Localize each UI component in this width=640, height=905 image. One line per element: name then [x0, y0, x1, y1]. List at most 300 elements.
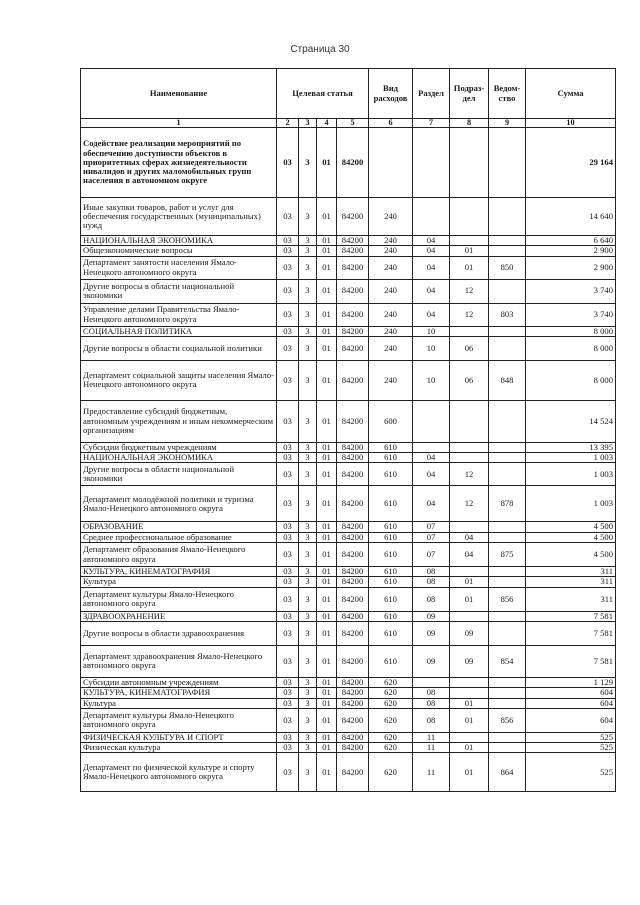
vid-code: 610	[369, 532, 413, 542]
target-code-1: 03	[277, 543, 299, 567]
vid-code: 240	[369, 256, 413, 279]
target-code-1: 03	[277, 567, 299, 577]
row-name: Другие вопросы в области здравоохранения	[81, 621, 277, 645]
sum-value: 311	[526, 567, 616, 577]
sum-value: 604	[526, 698, 616, 708]
row-name: Физическая культура	[81, 743, 277, 753]
vedomstvo-code: 848	[489, 360, 526, 400]
razdel-code: 08	[413, 708, 450, 732]
sum-value: 14 524	[526, 400, 616, 442]
target-code-4: 84200	[337, 732, 369, 742]
vedomstvo-code: 864	[489, 753, 526, 792]
razdel-code: 09	[413, 645, 450, 677]
target-code-1: 03	[277, 336, 299, 360]
podrazdel-code: 01	[450, 246, 489, 256]
target-code-1: 03	[277, 753, 299, 792]
header-podrazdel: Подраз-дел	[450, 69, 489, 119]
vedomstvo-code	[489, 453, 526, 463]
target-code-4: 84200	[337, 198, 369, 236]
razdel-code	[413, 128, 450, 198]
table-row	[81, 577, 616, 587]
vedomstvo-code: 856	[489, 587, 526, 611]
row-name: КУЛЬТУРА, КИНЕМАТОГРАФИЯ	[81, 567, 277, 577]
target-code-4: 84200	[337, 611, 369, 621]
podrazdel-code	[450, 688, 489, 698]
target-code-3: 01	[317, 128, 337, 198]
razdel-code: 04	[413, 256, 450, 279]
vedomstvo-code	[489, 532, 526, 542]
sum-value: 7 581	[526, 621, 616, 645]
podrazdel-code	[450, 567, 489, 577]
vid-code: 620	[369, 753, 413, 792]
target-code-4: 84200	[337, 532, 369, 542]
target-code-3: 01	[317, 198, 337, 236]
vedomstvo-code	[489, 567, 526, 577]
table-row	[81, 442, 616, 452]
target-code-4: 84200	[337, 256, 369, 279]
razdel-code: 08	[413, 688, 450, 698]
target-code-3: 01	[317, 688, 337, 698]
target-code-3: 01	[317, 303, 337, 326]
row-name: Департамент образования Ямало-Ненецкого автономного округа	[81, 543, 277, 567]
podrazdel-code: 09	[450, 645, 489, 677]
razdel-code	[413, 677, 450, 687]
header-vid: Вид расходов	[369, 69, 413, 119]
vid-code: 620	[369, 708, 413, 732]
target-code-3: 01	[317, 400, 337, 442]
target-code-4: 84200	[337, 326, 369, 336]
table-row	[81, 128, 616, 198]
vid-code: 610	[369, 522, 413, 532]
vid-code: 240	[369, 198, 413, 236]
table-row	[81, 236, 616, 246]
target-code-1: 03	[277, 611, 299, 621]
vid-code: 620	[369, 677, 413, 687]
sum-value: 14 640	[526, 198, 616, 236]
sum-value: 6 640	[526, 236, 616, 246]
sum-value: 604	[526, 708, 616, 732]
target-code-2: 3	[299, 688, 317, 698]
row-name: НАЦИОНАЛЬНАЯ ЭКОНОМИКА	[81, 236, 277, 246]
row-name: ЗДРАВООХРАНЕНИЕ	[81, 611, 277, 621]
row-name: ФИЗИЧЕСКАЯ КУЛЬТУРА И СПОРТ	[81, 732, 277, 742]
vedomstvo-code	[489, 128, 526, 198]
target-code-2: 3	[299, 611, 317, 621]
razdel-code: 07	[413, 543, 450, 567]
row-name: Департамент социальной защиты населения Ямало-Ненецкого автономного округа	[81, 360, 277, 400]
vedomstvo-code	[489, 198, 526, 236]
podrazdel-code: 06	[450, 336, 489, 360]
table-row	[81, 246, 616, 256]
razdel-code: 09	[413, 611, 450, 621]
podrazdel-code: 01	[450, 587, 489, 611]
target-code-1: 03	[277, 326, 299, 336]
razdel-code: 07	[413, 532, 450, 542]
table-row	[81, 743, 616, 753]
row-name: Содействие реализации мероприятий по обеспечению доступности объектов в приоритетных сферах жизнедеятельности инвалидов и других маломобильных групп населения в автономном округе	[81, 128, 277, 198]
target-code-4: 84200	[337, 621, 369, 645]
table-row	[81, 326, 616, 336]
table-row	[81, 543, 616, 567]
target-code-3: 01	[317, 743, 337, 753]
vid-code: 610	[369, 587, 413, 611]
target-code-1: 03	[277, 708, 299, 732]
vedomstvo-code	[489, 621, 526, 645]
target-code-3: 01	[317, 246, 337, 256]
row-name: Субсидии автономным учреждениям	[81, 677, 277, 687]
target-code-2: 3	[299, 522, 317, 532]
table-row	[81, 486, 616, 522]
table-row	[81, 360, 616, 400]
podrazdel-code: 01	[450, 753, 489, 792]
target-code-4: 84200	[337, 688, 369, 698]
vid-code: 620	[369, 698, 413, 708]
target-code-2: 3	[299, 246, 317, 256]
target-code-4: 84200	[337, 543, 369, 567]
target-code-4: 84200	[337, 279, 369, 303]
row-name: Департамент занятости населения Ямало-Ненецкого автономного округа	[81, 256, 277, 279]
target-code-4: 84200	[337, 645, 369, 677]
table-row	[81, 677, 616, 687]
sum-value: 1 003	[526, 486, 616, 522]
target-code-2: 3	[299, 256, 317, 279]
razdel-code: 11	[413, 732, 450, 742]
target-code-4: 84200	[337, 246, 369, 256]
vedomstvo-code	[489, 326, 526, 336]
column-number: 2	[277, 119, 299, 128]
vid-code: 620	[369, 743, 413, 753]
vid-code: 610	[369, 453, 413, 463]
target-code-4: 84200	[337, 567, 369, 577]
podrazdel-code: 01	[450, 577, 489, 587]
sum-value: 8 000	[526, 326, 616, 336]
vedomstvo-code	[489, 400, 526, 442]
table-row	[81, 587, 616, 611]
vid-code: 240	[369, 303, 413, 326]
razdel-code	[413, 198, 450, 236]
target-code-4: 84200	[337, 400, 369, 442]
target-code-4: 84200	[337, 336, 369, 360]
podrazdel-code	[450, 522, 489, 532]
razdel-code: 04	[413, 486, 450, 522]
razdel-code: 04	[413, 279, 450, 303]
target-code-1: 03	[277, 522, 299, 532]
target-code-2: 3	[299, 453, 317, 463]
table-row	[81, 688, 616, 698]
vid-code: 240	[369, 336, 413, 360]
vedomstvo-code: 850	[489, 256, 526, 279]
vedomstvo-code	[489, 279, 526, 303]
vedomstvo-code	[489, 246, 526, 256]
row-name: Общеэкономические вопросы	[81, 246, 277, 256]
vedomstvo-code	[489, 611, 526, 621]
target-code-1: 03	[277, 743, 299, 753]
target-code-2: 3	[299, 360, 317, 400]
podrazdel-code	[450, 442, 489, 452]
razdel-code: 08	[413, 587, 450, 611]
vid-code: 240	[369, 236, 413, 246]
row-name: Департамент здравоохранения Ямало-Ненецкого автономного округа	[81, 645, 277, 677]
razdel-code: 04	[413, 453, 450, 463]
sum-value: 604	[526, 688, 616, 698]
target-code-1: 03	[277, 256, 299, 279]
podrazdel-code: 12	[450, 303, 489, 326]
target-code-3: 01	[317, 645, 337, 677]
target-code-3: 01	[317, 611, 337, 621]
vid-code: 610	[369, 577, 413, 587]
row-name: Субсидии бюджетным учреждениям	[81, 442, 277, 452]
target-code-3: 01	[317, 256, 337, 279]
sum-value: 4 500	[526, 532, 616, 542]
target-code-3: 01	[317, 621, 337, 645]
target-code-1: 03	[277, 128, 299, 198]
target-code-4: 84200	[337, 698, 369, 708]
vedomstvo-code	[489, 698, 526, 708]
sum-value: 4 500	[526, 543, 616, 567]
target-code-1: 03	[277, 587, 299, 611]
sum-value: 29 164	[526, 128, 616, 198]
vedomstvo-code	[489, 677, 526, 687]
column-number: 1	[81, 119, 277, 128]
sum-value: 3 740	[526, 303, 616, 326]
target-code-1: 03	[277, 698, 299, 708]
podrazdel-code: 06	[450, 360, 489, 400]
podrazdel-code: 01	[450, 708, 489, 732]
target-code-2: 3	[299, 698, 317, 708]
column-number-row	[81, 119, 616, 128]
podrazdel-code	[450, 400, 489, 442]
target-code-2: 3	[299, 400, 317, 442]
target-code-1: 03	[277, 279, 299, 303]
razdel-code: 04	[413, 303, 450, 326]
target-code-3: 01	[317, 532, 337, 542]
vid-code: 610	[369, 567, 413, 577]
podrazdel-code: 04	[450, 543, 489, 567]
row-name: Другие вопросы в области национальной экономики	[81, 279, 277, 303]
sum-value: 311	[526, 587, 616, 611]
sum-value: 8 000	[526, 360, 616, 400]
razdel-code	[413, 442, 450, 452]
target-code-1: 03	[277, 400, 299, 442]
target-code-3: 01	[317, 453, 337, 463]
target-code-2: 3	[299, 463, 317, 486]
sum-value: 525	[526, 743, 616, 753]
vedomstvo-code: 875	[489, 543, 526, 567]
vedomstvo-code	[489, 336, 526, 360]
table-row	[81, 645, 616, 677]
target-code-1: 03	[277, 532, 299, 542]
target-code-4: 84200	[337, 743, 369, 753]
target-code-3: 01	[317, 732, 337, 742]
table-row	[81, 279, 616, 303]
sum-value: 2 900	[526, 246, 616, 256]
target-code-4: 84200	[337, 677, 369, 687]
razdel-code: 04	[413, 236, 450, 246]
target-code-2: 3	[299, 645, 317, 677]
table-row	[81, 400, 616, 442]
target-code-3: 01	[317, 753, 337, 792]
target-code-4: 84200	[337, 486, 369, 522]
target-code-1: 03	[277, 577, 299, 587]
razdel-code: 11	[413, 743, 450, 753]
vid-code: 620	[369, 688, 413, 698]
razdel-code	[413, 400, 450, 442]
target-code-3: 01	[317, 336, 337, 360]
target-code-2: 3	[299, 303, 317, 326]
vedomstvo-code	[489, 463, 526, 486]
target-code-2: 3	[299, 442, 317, 452]
vedomstvo-code	[489, 236, 526, 246]
sum-value: 1 003	[526, 463, 616, 486]
target-code-2: 3	[299, 198, 317, 236]
vid-code: 620	[369, 732, 413, 742]
target-code-2: 3	[299, 128, 317, 198]
target-code-2: 3	[299, 336, 317, 360]
podrazdel-code: 12	[450, 486, 489, 522]
table-row	[81, 567, 616, 577]
podrazdel-code: 01	[450, 743, 489, 753]
table-row	[81, 453, 616, 463]
vid-code: 600	[369, 400, 413, 442]
target-code-3: 01	[317, 708, 337, 732]
column-number: 9	[489, 119, 526, 128]
target-code-1: 03	[277, 486, 299, 522]
target-code-1: 03	[277, 453, 299, 463]
target-code-1: 03	[277, 621, 299, 645]
target-code-3: 01	[317, 236, 337, 246]
target-code-2: 3	[299, 486, 317, 522]
vedomstvo-code: 878	[489, 486, 526, 522]
target-code-2: 3	[299, 708, 317, 732]
sum-value: 3 740	[526, 279, 616, 303]
podrazdel-code	[450, 326, 489, 336]
header-razdel: Раздел	[413, 69, 450, 119]
column-number: 7	[413, 119, 450, 128]
target-code-2: 3	[299, 279, 317, 303]
row-name: Иные закупки товаров, работ и услуг для обеспечения государственных (муниципальных) нужд	[81, 198, 277, 236]
target-code-3: 01	[317, 577, 337, 587]
column-number: 4	[317, 119, 337, 128]
razdel-code: 08	[413, 577, 450, 587]
vid-code: 240	[369, 360, 413, 400]
target-code-3: 01	[317, 360, 337, 400]
target-code-1: 03	[277, 246, 299, 256]
vid-code: 610	[369, 645, 413, 677]
sum-value: 525	[526, 753, 616, 792]
sum-value: 13 395	[526, 442, 616, 452]
podrazdel-code	[450, 198, 489, 236]
razdel-code: 07	[413, 522, 450, 532]
target-code-4: 84200	[337, 303, 369, 326]
target-code-3: 01	[317, 442, 337, 452]
target-code-4: 84200	[337, 453, 369, 463]
row-name: Среднее профессиональное образование	[81, 532, 277, 542]
target-code-2: 3	[299, 532, 317, 542]
target-code-3: 01	[317, 279, 337, 303]
razdel-code: 11	[413, 753, 450, 792]
target-code-1: 03	[277, 645, 299, 677]
table-row	[81, 621, 616, 645]
table-row	[81, 708, 616, 732]
page-number: Страница 30	[290, 44, 350, 55]
vid-code: 610	[369, 611, 413, 621]
razdel-code: 08	[413, 698, 450, 708]
target-code-2: 3	[299, 743, 317, 753]
row-name: Департамент по физической культуре и спорту Ямало-Ненецкого автономного округа	[81, 753, 277, 792]
row-name: Управление делами Правительства Ямало-Ненецкого автономного округа	[81, 303, 277, 326]
vedomstvo-code	[489, 522, 526, 532]
podrazdel-code	[450, 128, 489, 198]
table-row	[81, 303, 616, 326]
target-code-4: 84200	[337, 753, 369, 792]
sum-value: 525	[526, 732, 616, 742]
target-code-2: 3	[299, 567, 317, 577]
table-row	[81, 611, 616, 621]
table-row	[81, 336, 616, 360]
row-name: Департамент культуры Ямало-Ненецкого автономного округа	[81, 708, 277, 732]
vedomstvo-code	[489, 732, 526, 742]
column-number: 5	[337, 119, 369, 128]
podrazdel-code: 01	[450, 698, 489, 708]
sum-value: 7 581	[526, 645, 616, 677]
vedomstvo-code: 803	[489, 303, 526, 326]
vedomstvo-code: 854	[489, 645, 526, 677]
vid-code: 240	[369, 246, 413, 256]
target-code-1: 03	[277, 236, 299, 246]
table-row	[81, 256, 616, 279]
target-code-4: 84200	[337, 522, 369, 532]
table-body	[81, 128, 616, 792]
target-code-1: 03	[277, 688, 299, 698]
podrazdel-code: 12	[450, 279, 489, 303]
column-number: 10	[526, 119, 616, 128]
razdel-code: 08	[413, 567, 450, 577]
razdel-code: 10	[413, 360, 450, 400]
target-code-3: 01	[317, 522, 337, 532]
podrazdel-code: 01	[450, 256, 489, 279]
target-code-3: 01	[317, 486, 337, 522]
sum-value: 1 129	[526, 677, 616, 687]
table-row	[81, 463, 616, 486]
vid-code: 610	[369, 621, 413, 645]
target-code-4: 84200	[337, 442, 369, 452]
target-code-3: 01	[317, 677, 337, 687]
target-code-4: 84200	[337, 236, 369, 246]
sum-value: 4 500	[526, 522, 616, 532]
vid-code: 610	[369, 486, 413, 522]
vid-code: 610	[369, 543, 413, 567]
row-name: Предоставление субсидий бюджетным, автономным учреждениям и иным некоммерческим организациям	[81, 400, 277, 442]
table-row	[81, 522, 616, 532]
column-number: 3	[299, 119, 317, 128]
row-name: Культура	[81, 577, 277, 587]
target-code-3: 01	[317, 587, 337, 611]
row-name: ОБРАЗОВАНИЕ	[81, 522, 277, 532]
target-code-1: 03	[277, 198, 299, 236]
podrazdel-code	[450, 677, 489, 687]
sum-value: 1 003	[526, 453, 616, 463]
podrazdel-code: 09	[450, 621, 489, 645]
target-code-1: 03	[277, 677, 299, 687]
vid-code: 610	[369, 442, 413, 452]
header-vedomstvo: Ведом-ство	[489, 69, 526, 119]
target-code-3: 01	[317, 463, 337, 486]
vedomstvo-code	[489, 688, 526, 698]
row-name: КУЛЬТУРА, КИНЕМАТОГРАФИЯ	[81, 688, 277, 698]
target-code-2: 3	[299, 236, 317, 246]
vedomstvo-code	[489, 442, 526, 452]
sum-value: 311	[526, 577, 616, 587]
